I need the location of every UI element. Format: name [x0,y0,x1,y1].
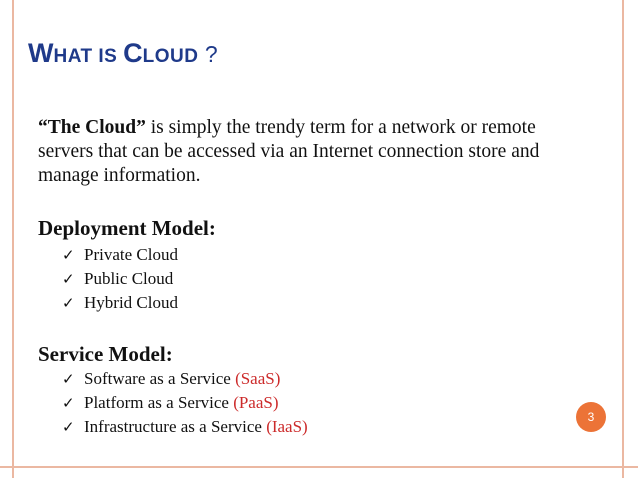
right-border-line [622,0,624,478]
intro-paragraph [38,116,558,188]
title-question-mark: ? [198,41,218,67]
service-heading: Service Model: [38,342,173,366]
deployment-item-public: Public Cloud [84,269,174,288]
list-item [62,415,308,439]
page-number-badge: 3 [576,402,606,432]
service-abbr-iaas: (IaaS) [266,417,308,436]
list-item [62,367,308,391]
checkmark-icon: ✓ [62,372,75,388]
checkmark-icon: ✓ [62,396,75,412]
deployment-item-private: Private Cloud [84,245,178,264]
deployment-heading: Deployment Model: [38,216,216,240]
intro-quote: “The Cloud” [38,117,146,138]
title-word-is: IS [98,46,124,67]
intro-text: is simply the trendy term for a network or remote servers that can be accessed via an Internet connection store and manage information. [38,117,540,186]
service-item-saas: Software as a Service [84,369,236,388]
checkmark-icon: ✓ [62,248,75,264]
bottom-border-line [0,466,638,468]
title-word-loud: LOUD [142,46,199,67]
slide-title [28,38,218,69]
service-item-paas: Platform as a Service [84,393,234,412]
deployment-list [62,243,178,315]
title-letter-c: C [123,38,143,68]
checkmark-icon: ✓ [62,272,75,288]
service-abbr-paas: (PaaS) [233,393,279,412]
list-item [62,391,308,415]
list-item [62,291,178,315]
checkmark-icon: ✓ [62,296,75,312]
checkmark-icon: ✓ [62,420,75,436]
service-item-iaas: Infrastructure as a Service [84,417,267,436]
service-abbr-saas: (SaaS) [235,369,281,388]
title-letter-w: W [28,38,54,68]
list-item [62,243,178,267]
left-border-line [12,0,14,478]
deployment-item-hybrid: Hybrid Cloud [84,293,178,312]
list-item [62,267,178,291]
service-list [62,367,308,439]
title-word-hat: HAT [53,46,99,67]
